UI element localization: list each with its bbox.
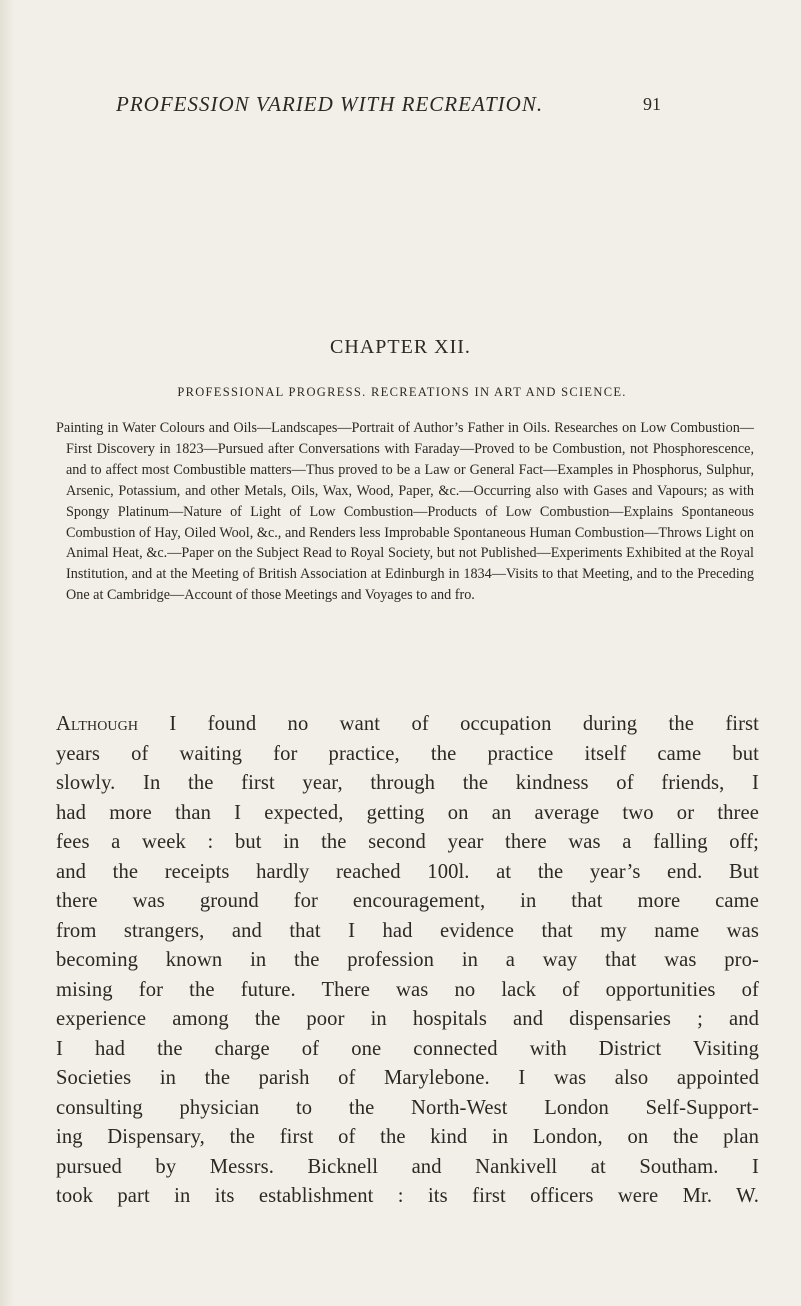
body-line: becoming known in the profession in a way that was pro- <box>56 949 759 971</box>
chapter-synopsis: Painting in Water Colours and Oils—Landscapes—Portrait of Author’s Father in Oils. Researches on Low Combustion—First Discovery in 1823—Pursued after Conversations with Faraday—Proved to be Combustion, not Phosphorescence, and to affect most Combustible matters—Thus proved to be a Law or General Fact—Examples in Phosphorus, Sulphur, Arsenic, Potassium, and other Metals, Oils, Wax, Wood, Paper, &c.—Occurring also with Gases and Vapours; as with Spongy Platinum—Nature of Light of Low Combustion—Products of Low Combustion—Explains Spontaneous Combustion of Hay, Oiled Wool, &c., and Renders less Improbable Spontaneous Human Combustion—Throws Light on Animal Heat, &c.—Paper on the Subject Read to Royal Society, but not Published—Experiments Exhibited at the Royal Institution, and at the Meeting of British Association at Edinburgh in 1834—Visits to that Meeting, and to the Preceding One at Cambridge—Account of those Meetings and Voyages to and fro. <box>56 420 754 604</box>
page-number: 91 <box>643 94 661 114</box>
body-line: pursued by Messrs. Bicknell and Nankivell at Southam. I <box>56 1155 759 1178</box>
page-edge <box>0 0 14 1306</box>
body-line: and the receipts hardly reached 100l. at the year’s end. But <box>56 860 759 883</box>
chapter-title: CHAPTER XII. <box>330 336 471 358</box>
body-line: I found no want of occupation during the first <box>138 713 759 735</box>
body-line: mising for the future. There was no lack of opportunities of <box>56 978 759 1001</box>
body-line: Societies in the parish of Marylebone. I was also appointed <box>56 1067 759 1089</box>
body-line: I had the charge of one connected with District Visiting <box>56 1037 759 1060</box>
body-line: there was ground for encouragement, in that more came <box>56 890 759 912</box>
body-line: slowly. In the first year, through the kindness of friends, I <box>56 772 759 794</box>
body-text <box>56 710 759 1212</box>
body-line: ing Dispensary, the first of the kind in London, on the plan <box>56 1126 759 1148</box>
body-line-first <box>56 710 759 740</box>
opening-word: Although <box>56 713 139 735</box>
chapter-subtitle: PROFESSIONAL PROGRESS. RECREATIONS IN ART AND SCIENCE. <box>177 385 627 399</box>
body-line: fees a week : but in the second year there was a falling off; <box>56 831 759 853</box>
body-line: experience among the poor in hospitals and dispensaries ; and <box>56 1008 759 1030</box>
body-line: years of waiting for practice, the practice itself came but <box>56 742 759 765</box>
body-line: from strangers, and that I had evidence that my name was <box>56 919 759 942</box>
body-line: had more than I expected, getting on an average two or three <box>56 801 759 824</box>
body-line: consulting physician to the North-West London Self-Support- <box>56 1096 759 1119</box>
running-head: PROFESSION VARIED WITH RECREATION. <box>116 92 544 116</box>
body-line: took part in its establishment : its first officers were Mr. W. <box>56 1185 759 1207</box>
